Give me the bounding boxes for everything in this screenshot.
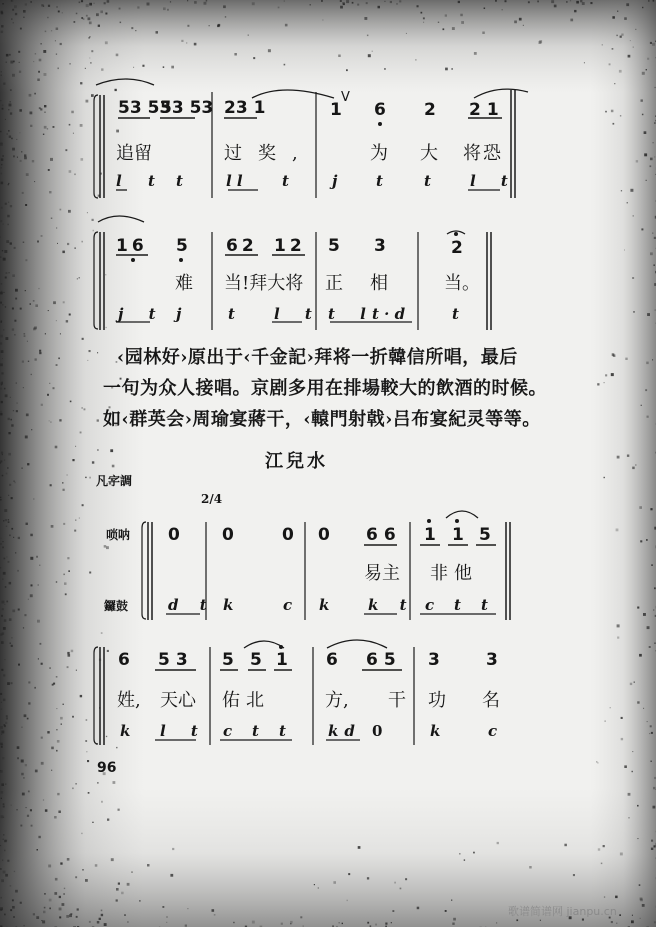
note: 3 <box>428 650 440 670</box>
percussion-mark: j t <box>118 305 166 323</box>
note: 12 <box>274 236 306 256</box>
mode-label: 凡字調 <box>96 474 133 488</box>
octave-dot <box>179 258 183 262</box>
percussion-mark: c <box>488 722 498 740</box>
percussion-mark: j <box>332 172 338 190</box>
note: 1 <box>424 525 436 545</box>
lyric: 佑北 <box>222 690 270 711</box>
note: 62 <box>226 236 258 256</box>
instrument-label-drums: 鑼鼓 <box>104 599 129 613</box>
octave-dot <box>454 232 458 236</box>
percussion-mark: kd <box>328 722 361 740</box>
percussion-mark: c <box>425 596 435 614</box>
percussion-mark: t <box>228 305 235 323</box>
percussion-mark: t <box>452 305 459 323</box>
percussion-mark: t · d <box>372 305 406 323</box>
percussion-mark: t <box>454 596 461 614</box>
percussion-mark: t <box>252 722 259 740</box>
lyric: 天心 <box>160 690 196 711</box>
prose-line: ‹园林好›原出于‹千金記›拜将一折韓信所唱，最后 <box>117 347 518 368</box>
note: 5 <box>250 650 262 670</box>
lyric: 为 <box>370 143 388 164</box>
percussion-mark: k <box>223 596 234 614</box>
note: 23 1 <box>224 98 266 118</box>
percussion-mark: t <box>376 172 383 190</box>
breath-mark: V <box>341 90 350 105</box>
note: 3 <box>374 236 386 256</box>
percussion-mark: t <box>176 172 183 190</box>
note: 0 <box>282 525 294 545</box>
lyric: 功 <box>428 690 446 711</box>
percussion-mark: l l <box>226 172 243 190</box>
note: 1 <box>276 650 288 670</box>
percussion-mark: c <box>283 596 293 614</box>
percussion-mark: t <box>282 172 289 190</box>
percussion-mark: k <box>319 596 330 614</box>
percussion-mark: t <box>279 722 286 740</box>
percussion-mark: k <box>430 722 441 740</box>
note: 5 <box>328 236 340 256</box>
percussion-mark: l t <box>160 722 208 740</box>
percussion-mark: t <box>424 172 431 190</box>
note: 53 53 <box>160 98 214 118</box>
percussion-mark: c <box>223 722 233 740</box>
prose-line: 如‹群英会›周瑜宴蔣干，‹轅門射戟›吕布宴紀灵等等。 <box>103 409 541 430</box>
note: 2 <box>424 100 436 120</box>
octave-dot <box>279 645 283 649</box>
note: 2 <box>451 238 463 258</box>
lyric: 追留 <box>116 143 152 164</box>
watermark: 歌谱简谱网 jianpu.cn <box>508 905 617 918</box>
octave-dot <box>378 122 382 126</box>
prose-line: 一句为众人接唱。京剧多用在排場較大的飲酒的时候。 <box>103 378 547 399</box>
percussion-mark: l t <box>470 172 518 190</box>
note: 6 <box>326 650 338 670</box>
note: 53 53 <box>118 98 172 118</box>
note: 66 <box>366 525 402 545</box>
percussion-mark: t <box>148 172 155 190</box>
percussion-mark: j <box>176 305 182 323</box>
percussion-mark: k <box>120 722 131 740</box>
lyric: 干 <box>388 690 406 711</box>
lyric: 姓, <box>117 690 141 711</box>
note: 5 <box>176 236 188 256</box>
note: 16 <box>116 236 148 256</box>
lyric: 当!拜大将 <box>224 273 304 294</box>
octave-dot <box>455 519 459 523</box>
percussion-mark: k t <box>368 596 415 614</box>
note: 6 <box>374 100 386 120</box>
section-title: 江兒水 <box>265 451 328 472</box>
lyric: 过奖, <box>224 143 314 164</box>
note: 5 <box>222 650 234 670</box>
percussion-mark: l <box>116 172 122 190</box>
percussion-mark: t <box>481 596 488 614</box>
lyric: 相 <box>370 273 388 294</box>
note: 0 <box>318 525 330 545</box>
note: 65 <box>366 650 402 670</box>
page-number: 96 <box>97 760 117 776</box>
note: 3 <box>486 650 498 670</box>
note: 21 <box>469 100 505 120</box>
percussion-mark: t l <box>328 305 376 323</box>
note: 53 <box>158 650 194 670</box>
percussion-mark: l t <box>274 305 322 323</box>
note: 1 <box>330 100 342 120</box>
note: 5 <box>479 525 491 545</box>
note: 6 <box>118 650 130 670</box>
lyric: 大 <box>420 143 438 164</box>
instrument-label-suona: 唢呐 <box>106 528 131 542</box>
lyric: 当。 <box>444 273 480 294</box>
lyric: 将恐 <box>463 143 503 164</box>
lyric: 易主 <box>364 563 400 584</box>
lyric: 方, <box>325 690 349 711</box>
percussion-mark: d t <box>168 596 215 614</box>
note: 0 <box>222 525 234 545</box>
lyric: 非他 <box>430 563 478 584</box>
lyric: 难 <box>175 273 193 294</box>
lyric: 正 <box>325 273 343 294</box>
lyric: 名 <box>482 690 500 711</box>
octave-dot <box>131 258 135 262</box>
time-signature: 2/4 <box>201 492 223 506</box>
octave-dot <box>427 519 431 523</box>
percussion-mark: 0 <box>372 722 383 740</box>
note: 1 <box>452 525 464 545</box>
note: 0 <box>168 525 180 545</box>
